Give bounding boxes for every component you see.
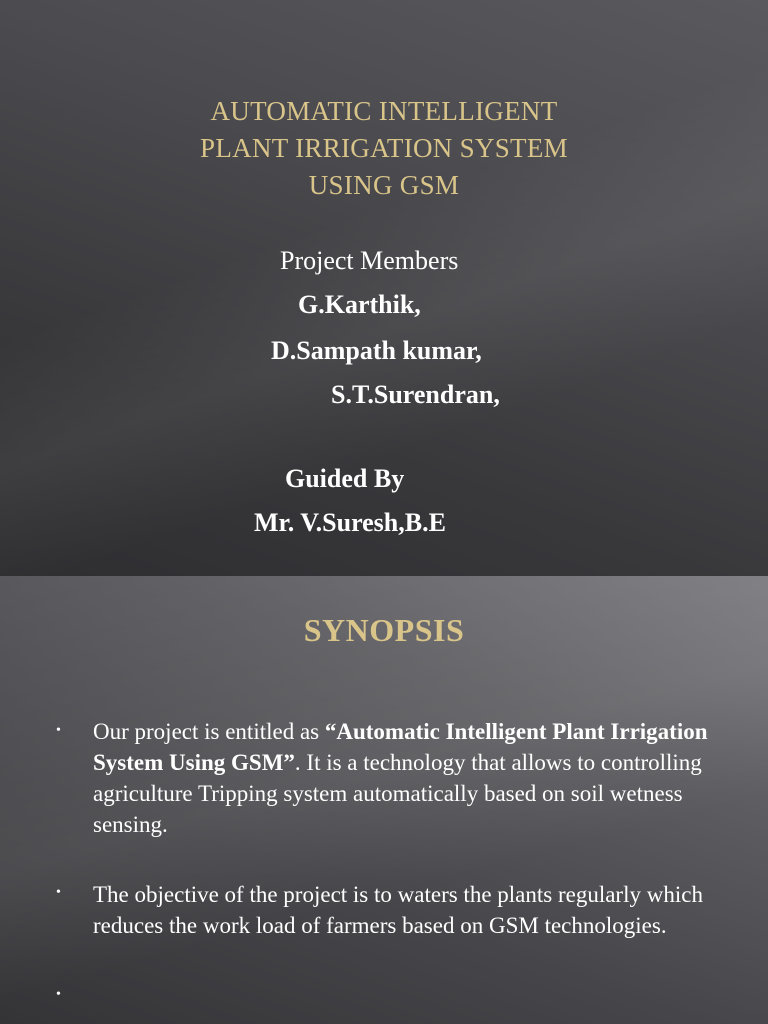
synopsis-heading: SYNOPSIS (303, 612, 465, 648)
guided-heading: Guided By (285, 464, 405, 493)
title-line-2: PLANT IRRIGATION SYSTEM (200, 133, 568, 163)
bullet-dot-3: • (56, 987, 61, 1002)
bullet-1-bold: “Automatic Intelligent Plant Irrigation System Using GSM” (93, 719, 708, 775)
bullet-1-pre: Our project is entitled as (93, 719, 325, 744)
member-1: G.Karthik, (298, 290, 421, 319)
bullet-text-2: The objective of the project is to waters the plants regularly which reduces the work load of farmers based on GSM technologies. (93, 882, 703, 938)
title-line-3: USING GSM (308, 170, 460, 200)
bullet-dot-2: • (56, 885, 61, 900)
bullet-1-post: . It is a technology that allows to controlling agriculture Tripping system automatically based on soil wetness sensing. (93, 750, 702, 837)
bullet-text-1 (93, 716, 733, 840)
member-3: S.T.Surendran, (331, 380, 500, 409)
guide-name: Mr. V.Suresh,B.E (254, 508, 446, 537)
bullet-dot-1: • (56, 723, 61, 738)
presentation-title (0, 93, 768, 204)
member-2: D.Sampath kumar, (271, 336, 482, 365)
title-line-1: AUTOMATIC INTELLIGENT (210, 96, 558, 126)
members-heading: Project Members (280, 246, 459, 275)
slide-synopsis (0, 576, 768, 1024)
